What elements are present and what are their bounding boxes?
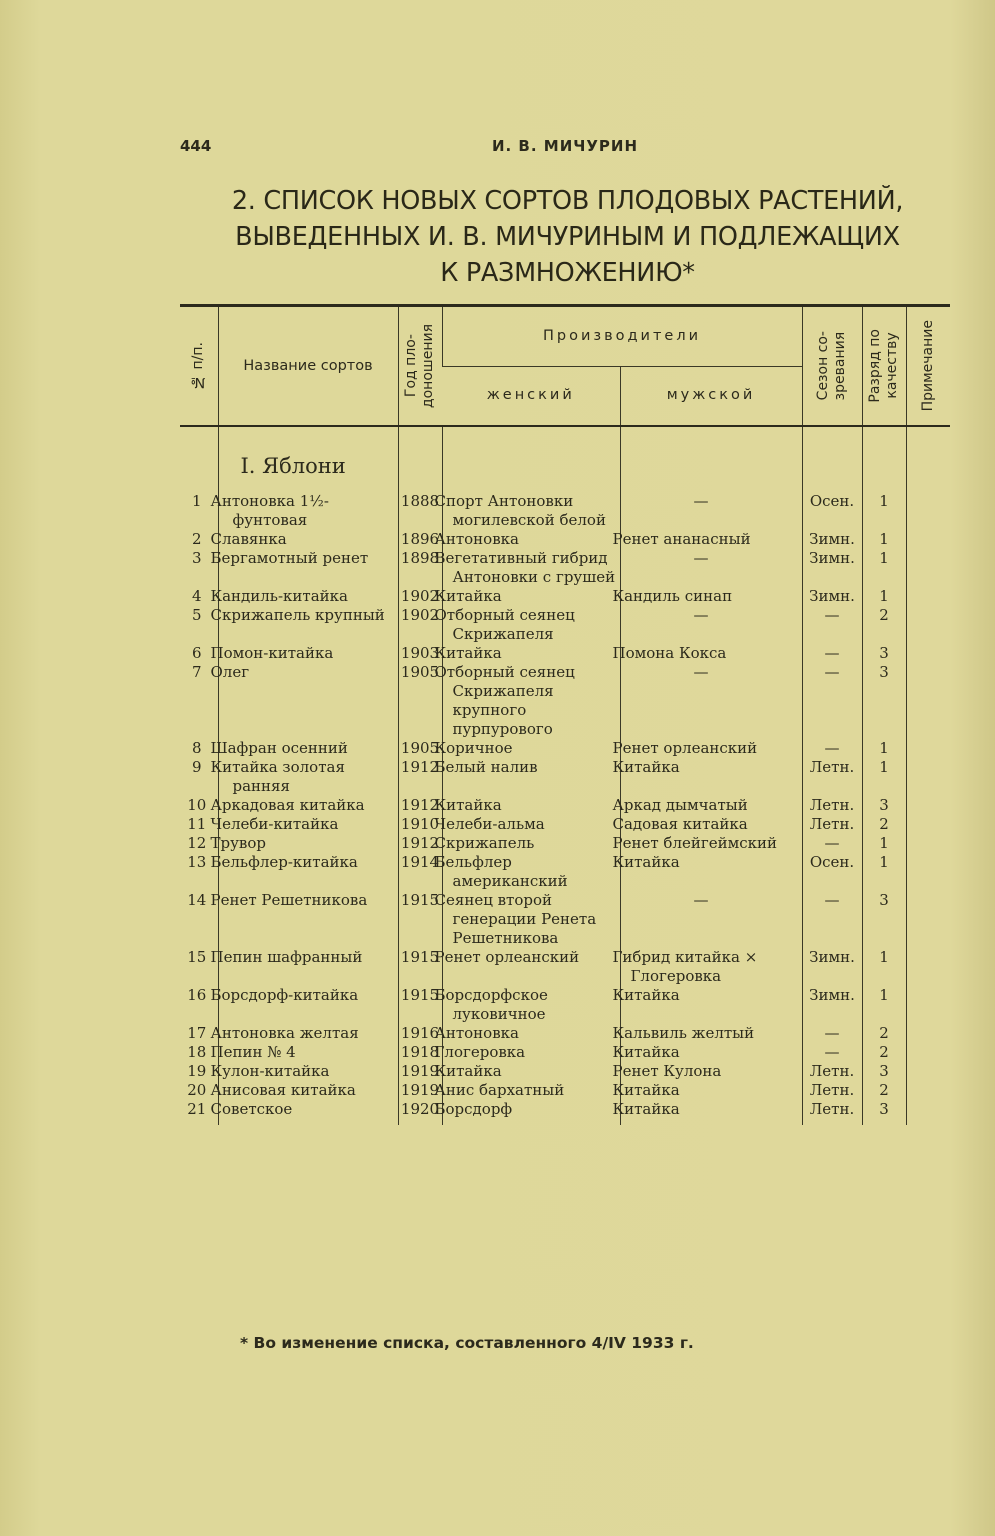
male-parent: Аркад дымчатый	[620, 796, 802, 815]
ripening-season: —	[802, 891, 862, 948]
male-parent: —	[620, 549, 802, 587]
ripening-season: Летн.	[802, 815, 862, 834]
note	[906, 530, 950, 549]
variety-name: Ренет Решетникова	[218, 891, 398, 948]
note	[906, 1024, 950, 1043]
variety-name: Челеби-китайка	[218, 815, 398, 834]
fruiting-year: 1914	[398, 853, 442, 891]
row-number: 8	[191, 739, 202, 757]
female-parent: Китайка	[442, 1062, 620, 1081]
ripening-season: Летн.	[802, 1100, 862, 1125]
row-number: 1	[191, 492, 202, 510]
fruiting-year: 1903	[398, 644, 442, 663]
header-grade	[862, 306, 906, 427]
table-row	[180, 853, 950, 891]
male-parent: Китайка	[620, 1100, 802, 1125]
title-line-1: 2. СПИСОК НОВЫХ СОРТОВ ПЛОДОВЫХ РАСТЕНИЙ,	[231, 186, 904, 216]
female-parent: Антоновка	[442, 530, 620, 549]
female-parent: Белый налив	[442, 758, 620, 796]
note	[906, 948, 950, 986]
fruiting-year: 1912	[398, 796, 442, 815]
fruiting-year: 1919	[398, 1062, 442, 1081]
quality-grade: 1	[862, 853, 906, 891]
variety-name: Анисовая китайка	[218, 1081, 398, 1100]
ripening-season: —	[802, 1024, 862, 1043]
ripening-season: Зимн.	[802, 948, 862, 986]
header-grade-label: Разряд по качеству	[867, 329, 901, 403]
female-parent: Анис бархатный	[442, 1081, 620, 1100]
note	[906, 492, 950, 530]
variety-name: Аркадовая китайка	[218, 796, 398, 815]
fruiting-year: 1919	[398, 1081, 442, 1100]
note	[906, 758, 950, 796]
header-male: мужской	[620, 366, 802, 426]
ripening-season: —	[802, 834, 862, 853]
quality-grade: 3	[862, 644, 906, 663]
female-parent: Челеби-альма	[442, 815, 620, 834]
female-parent: Коричное	[442, 739, 620, 758]
female-parent: Отборный сеянец Скрижапеля	[442, 606, 620, 644]
table-row	[180, 1043, 950, 1062]
variety-name: Пепин шафранный	[218, 948, 398, 986]
row-number: 10	[187, 796, 207, 814]
table-row	[180, 1024, 950, 1043]
table-row	[180, 492, 950, 530]
female-parent: Спорт Антоновки могилевской белой	[442, 492, 620, 530]
quality-grade: 3	[862, 663, 906, 739]
female-parent: Китайка	[442, 587, 620, 606]
variety-name: Славянка	[218, 530, 398, 549]
female-parent: Ренет орлеанский	[442, 948, 620, 986]
table-row	[180, 758, 950, 796]
row-number: 12	[187, 834, 207, 852]
variety-name: Шафран осенний	[218, 739, 398, 758]
row-number: 3	[191, 549, 202, 567]
male-parent: Ренет Кулона	[620, 1062, 802, 1081]
male-parent: Ренет орлеанский	[620, 739, 802, 758]
male-parent: Китайка	[620, 1081, 802, 1100]
note	[906, 549, 950, 587]
row-number: 5	[191, 606, 202, 624]
female-parent: Бельфлер американский	[442, 853, 620, 891]
note	[906, 739, 950, 758]
quality-grade: 2	[862, 1081, 906, 1100]
male-parent: Ренет ананасный	[620, 530, 802, 549]
quality-grade: 1	[862, 948, 906, 986]
header-season	[802, 306, 862, 427]
female-parent: Борсдорфское луковичное	[442, 986, 620, 1024]
title-line-2: ВЫВЕДЕННЫХ И. В. МИЧУРИНЫМ И ПОДЛЕЖАЩИХ	[235, 222, 900, 252]
female-parent: Борсдорф	[442, 1100, 620, 1125]
table-body	[180, 426, 950, 1125]
fruiting-year: 1920	[398, 1100, 442, 1125]
quality-grade: 3	[862, 796, 906, 815]
male-parent: Китайка	[620, 853, 802, 891]
note	[906, 587, 950, 606]
row-number: 9	[191, 758, 202, 776]
header-producers: Производители	[442, 306, 802, 367]
male-parent: Китайка	[620, 1043, 802, 1062]
female-parent: Скрижапель	[442, 834, 620, 853]
male-parent: Ренет блейгеймский	[620, 834, 802, 853]
variety-name: Бельфлер-китайка	[218, 853, 398, 891]
note	[906, 1043, 950, 1062]
male-parent: Кальвиль желтый	[620, 1024, 802, 1043]
ripening-season: Зимн.	[802, 549, 862, 587]
variety-name: Кандиль-китайка	[218, 587, 398, 606]
ripening-season: Зимн.	[802, 530, 862, 549]
row-number: 15	[187, 948, 207, 966]
male-parent: —	[620, 663, 802, 739]
male-parent: —	[620, 891, 802, 948]
ripening-season: —	[802, 1043, 862, 1062]
fruiting-year: 1912	[398, 758, 442, 796]
table-row	[180, 1100, 950, 1125]
table-row	[180, 1081, 950, 1100]
table-row	[180, 530, 950, 549]
ripening-season: Зимн.	[802, 587, 862, 606]
quality-grade: 1	[862, 986, 906, 1024]
row-number: 17	[187, 1024, 207, 1042]
row-number: 13	[187, 853, 207, 871]
header-year-label: Год пло- доношения	[403, 323, 436, 409]
quality-grade: 3	[862, 1062, 906, 1081]
ripening-season: Зимн.	[802, 986, 862, 1024]
fruiting-year: 1905	[398, 739, 442, 758]
title-line-3: К РАЗМНОЖЕНИЮ*	[440, 258, 695, 288]
note	[906, 986, 950, 1024]
fruiting-year: 1918	[398, 1043, 442, 1062]
header-note-label: Примечание	[919, 320, 936, 412]
header-season-label: Сезон со- зревания	[815, 331, 849, 401]
quality-grade: 1	[862, 834, 906, 853]
male-parent: —	[620, 606, 802, 644]
table-row	[180, 663, 950, 739]
quality-grade: 1	[862, 530, 906, 549]
section-title: I. Яблони	[240, 454, 346, 478]
variety-name: Китайка золотая ранняя	[218, 758, 398, 796]
page-number: 444	[180, 137, 212, 155]
ripening-season: Осен.	[802, 853, 862, 891]
female-parent: Китайка	[442, 644, 620, 663]
variety-name: Трувор	[218, 834, 398, 853]
variety-name: Пепин № 4	[218, 1043, 398, 1062]
note	[906, 834, 950, 853]
note	[906, 663, 950, 739]
page-title	[175, 183, 960, 291]
table-row	[180, 815, 950, 834]
ripening-season: Летн.	[802, 758, 862, 796]
header-female: женский	[442, 366, 620, 426]
variety-name: Антоновка 1½-фунтовая	[218, 492, 398, 530]
male-parent: Гибрид китайка × Глогеровка	[620, 948, 802, 986]
quality-grade: 1	[862, 549, 906, 587]
quality-grade: 1	[862, 739, 906, 758]
female-parent: Антоновка	[442, 1024, 620, 1043]
table-row	[180, 891, 950, 948]
table-row	[180, 948, 950, 986]
row-number: 7	[191, 663, 202, 681]
ripening-season: —	[802, 663, 862, 739]
table-row	[180, 739, 950, 758]
fruiting-year: 1898	[398, 549, 442, 587]
fruiting-year: 1916	[398, 1024, 442, 1043]
note	[906, 891, 950, 948]
row-number: 2	[191, 530, 202, 548]
varieties-table-wrapper	[180, 304, 950, 1125]
female-parent: Сеянец второй генерации Ренета Решетникова	[442, 891, 620, 948]
quality-grade: 1	[862, 587, 906, 606]
ripening-season: Летн.	[802, 1081, 862, 1100]
row-number: 20	[187, 1081, 207, 1099]
quality-grade: 2	[862, 1043, 906, 1062]
quality-grade: 2	[862, 606, 906, 644]
ripening-season: —	[802, 644, 862, 663]
table-row	[180, 587, 950, 606]
row-number: 14	[187, 891, 207, 909]
note	[906, 796, 950, 815]
quality-grade: 3	[862, 891, 906, 948]
fruiting-year: 1910	[398, 815, 442, 834]
fruiting-year: 1902	[398, 606, 442, 644]
fruiting-year: 1912	[398, 834, 442, 853]
running-head	[180, 137, 950, 161]
row-number: 16	[187, 986, 207, 1004]
quality-grade: 3	[862, 1100, 906, 1125]
male-parent: Китайка	[620, 758, 802, 796]
note	[906, 1081, 950, 1100]
fruiting-year: 1915	[398, 986, 442, 1024]
varieties-table	[180, 304, 950, 1125]
note	[906, 1100, 950, 1125]
quality-grade: 2	[862, 1024, 906, 1043]
footnote: * Во изменение списка, составленного 4/IV 1933 г.	[240, 1334, 694, 1352]
row-number: 6	[191, 644, 202, 662]
variety-name: Бергамотный ренет	[218, 549, 398, 587]
variety-name: Советское	[218, 1100, 398, 1125]
quality-grade: 1	[862, 758, 906, 796]
row-number: 4	[191, 587, 202, 605]
male-parent: Китайка	[620, 986, 802, 1024]
header-number	[180, 306, 218, 427]
ripening-season: Летн.	[802, 796, 862, 815]
female-parent: Китайка	[442, 796, 620, 815]
note	[906, 815, 950, 834]
table-row	[180, 549, 950, 587]
variety-name: Кулон-китайка	[218, 1062, 398, 1081]
note	[906, 606, 950, 644]
variety-name: Олег	[218, 663, 398, 739]
table-row	[180, 796, 950, 815]
row-number: 19	[187, 1062, 207, 1080]
row-number: 18	[187, 1043, 207, 1061]
female-parent: Вегетативный гибрид Антоновки с грушей	[442, 549, 620, 587]
fruiting-year: 1888	[398, 492, 442, 530]
row-number: 11	[187, 815, 207, 833]
fruiting-year: 1915	[398, 891, 442, 948]
male-parent: —	[620, 492, 802, 530]
note	[906, 644, 950, 663]
fruiting-year: 1915	[398, 948, 442, 986]
female-parent: Отборный сеянец Скрижапеля крупного пурпурового	[442, 663, 620, 739]
table-row	[180, 1062, 950, 1081]
variety-name: Скрижапель крупный	[218, 606, 398, 644]
fruiting-year: 1902	[398, 587, 442, 606]
note	[906, 1062, 950, 1081]
quality-grade: 1	[862, 492, 906, 530]
running-head-author: И. В. МИЧУРИН	[491, 137, 639, 155]
fruiting-year: 1896	[398, 530, 442, 549]
table-row	[180, 834, 950, 853]
row-number: 21	[187, 1100, 207, 1118]
table-row	[180, 986, 950, 1024]
header-note	[906, 306, 950, 427]
male-parent: Кандиль синап	[620, 587, 802, 606]
variety-name: Помон-китайка	[218, 644, 398, 663]
note	[906, 853, 950, 891]
male-parent: Садовая китайка	[620, 815, 802, 834]
table-row	[180, 606, 950, 644]
header-number-label: № п/п.	[190, 342, 207, 390]
quality-grade: 2	[862, 815, 906, 834]
table-row	[180, 644, 950, 663]
variety-name: Борсдорф-китайка	[218, 986, 398, 1024]
ripening-season: Осен.	[802, 492, 862, 530]
female-parent: Глогеровка	[442, 1043, 620, 1062]
ripening-season: —	[802, 739, 862, 758]
header-name: Название сортов	[218, 306, 398, 427]
header-year	[398, 306, 442, 427]
section-row	[180, 426, 950, 492]
variety-name: Антоновка желтая	[218, 1024, 398, 1043]
fruiting-year: 1905	[398, 663, 442, 739]
ripening-season: Летн.	[802, 1062, 862, 1081]
ripening-season: —	[802, 606, 862, 644]
male-parent: Помона Кокса	[620, 644, 802, 663]
